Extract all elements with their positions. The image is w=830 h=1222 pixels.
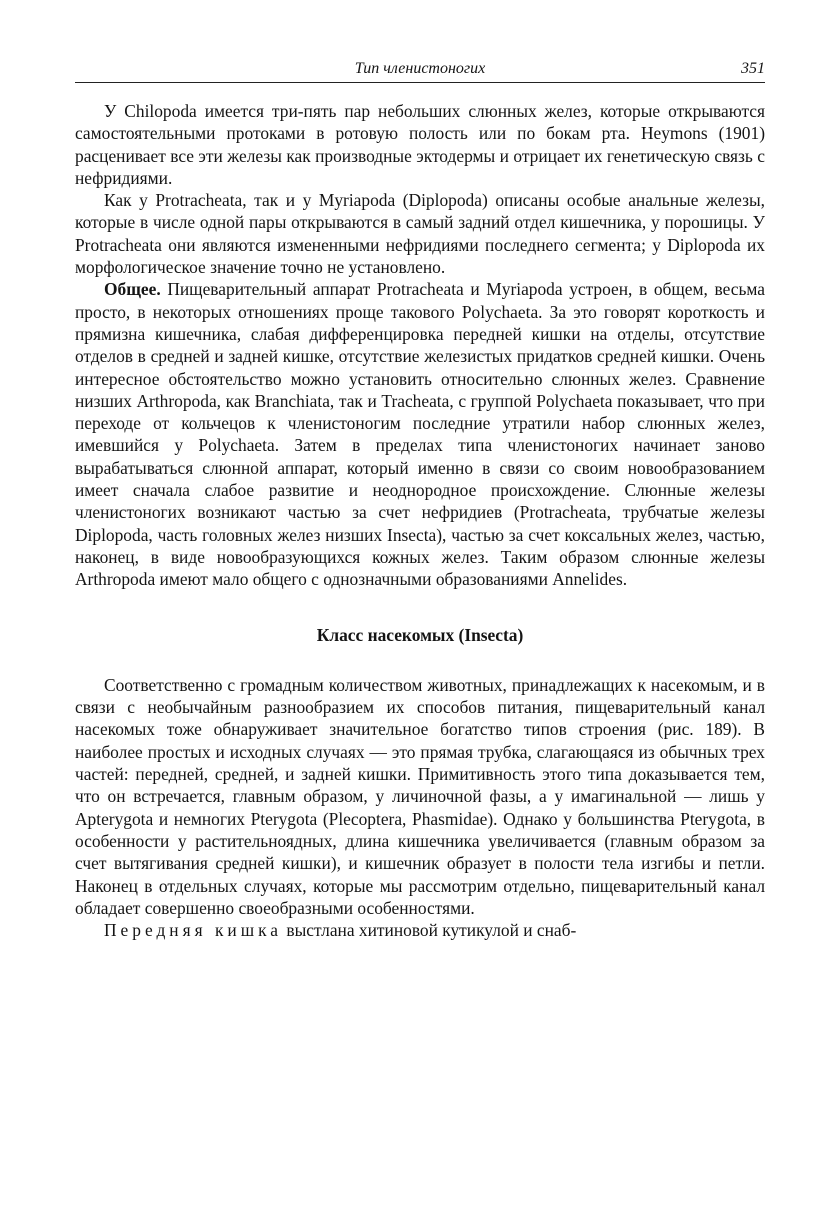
- paragraph-chilopoda-glands: У Chilopoda имеется три-пять пар небольших слюнных желез, которые открываются самостоятельными протоками в ротовую полость или по бокам рта. Heymons (1901) расценивает все эти железы как производные эктодермы и отрицает их генетическую связь с нефридиями.: [75, 101, 765, 188]
- running-title: Тип членистоногих: [354, 60, 486, 77]
- paragraph-general: Общее. Пищеварительный аппарат Protracheata и Myriapoda устроен, в общем, весьма просто, в некоторых отношениях проще такового Polychaeta. За это говорят короткость и прямизна кишечника, слабая дифференцировка передней кишки на отделы, отсутствие отделов в средней и задней кишке, отсутствие железистых придатков средней кишки. Очень интересное обстоятельство можно установить относительно слюнных желез. Сравнение низших Arthropoda, как Branchiata, так и Tracheata, с группой Polychaeta показывает, что при переходе от кольчецов к членистоногим последние утратили набор слюнных желез, имевшийся у Polychaeta. Затем в пределах типа членистоногих начинает заново вырабатываться слюнной аппарат, который именно в связи со своим новообразованием имеет сначала слабое развитие и неоднородное происхождение. Слюнные железы членистоногих возникают частью за счет нефридиев (Protracheata, трубчатые железы Diplopoda, часть головных желез низших Insecta), частью за счет коксальных желез, частью, наконец, в виде новообразующихся кожных желез. Таким образом слюнные железы Arthropoda имеют мало общего с однозначными образованиями Annelides.: [75, 279, 765, 590]
- page-number: 351: [741, 60, 765, 77]
- running-head: [75, 58, 765, 80]
- general-lead: Общее.: [104, 279, 161, 300]
- foregut-lead: Передняя кишка: [104, 920, 283, 941]
- header-rule: [75, 82, 765, 83]
- paragraph-insecta-intro: Соответственно с громадным количеством животных, принадлежащих к насекомым, и в связи с необычайным разнообразием их способов питания, пищеварительный канал насекомых тоже обнаруживает значительное богатство типов строения (рис. 189). В наиболее простых и исходных случаях — это прямая трубка, слагающаяся из обычных трех частей: передней, средней, и задней кишки. Примитивность этого типа доказывается тем, что он встречается, главным образом, у личиночной фазы, а у имагинальной — лишь у Apterygota и немногих Pterygota (Plecoptera, Phasmidae). Однако у большинства Pterygota, в особенности у растительноядных, длина кишечника увеличивается (главным образом за счет вытягивания средней кишки), и кишечник образует в полости тела изгибы и петли. Наконец в отдельных случаях, которые мы рассмотрим отдельно, пищеварительный канал обладает совершенно своеобразными особенностями.: [75, 674, 765, 918]
- section-heading: Класс насекомых (Insecta): [316, 624, 524, 645]
- paragraph-foregut: Передняя кишка выстлана хитиновой кутикулой и снаб-: [104, 920, 577, 941]
- paragraph-anal-glands: Как у Protracheata, так и у Myriapoda (Diplopoda) описаны особые анальные железы, которые в числе одной пары открываются в самый задний отдел кишечника, у порошицы. У Protracheata они являются измененными нефридиями последнего сегмента; у Diplopoda их морфологическое значение точно не установлено.: [75, 190, 765, 278]
- body-text: [75, 100, 765, 941]
